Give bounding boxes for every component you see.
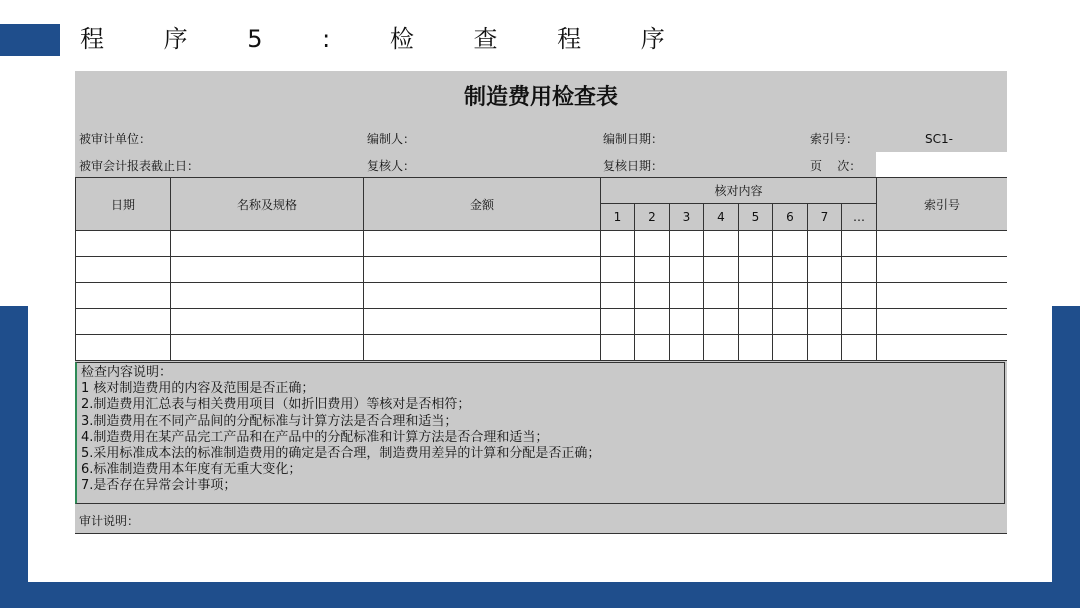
- table-row: [76, 283, 1008, 309]
- header-date: 日期: [76, 178, 171, 231]
- table-cell[interactable]: [670, 283, 704, 309]
- header-check-content: 核对内容: [601, 178, 877, 204]
- table-cell[interactable]: [773, 309, 808, 335]
- check-notes: [75, 362, 1005, 504]
- notes-item: 2.制造费用汇总表与相关费用项目（如折旧费用）等核对是否相符；: [81, 397, 471, 413]
- notes-item: 7.是否存在异常会计事项；: [81, 478, 237, 494]
- table-cell[interactable]: [842, 257, 877, 283]
- table-cell[interactable]: [877, 257, 1007, 283]
- table-cell[interactable]: [842, 309, 877, 335]
- table-cell[interactable]: [739, 283, 773, 309]
- table-row: [76, 257, 1008, 283]
- table-cell[interactable]: [773, 335, 808, 361]
- table-cell[interactable]: [601, 257, 635, 283]
- table-cell[interactable]: [76, 257, 171, 283]
- table-cell[interactable]: [704, 257, 739, 283]
- table-cell[interactable]: [877, 309, 1007, 335]
- check-col-more: …: [842, 204, 877, 231]
- notes-item: 1 核对制造费用的内容及范围是否正确；: [81, 381, 315, 397]
- audited-unit-label: 被审计单位：: [79, 132, 152, 146]
- header-index: 索引号: [877, 178, 1007, 231]
- table-cell[interactable]: [171, 231, 364, 257]
- header-amount: 金额: [364, 178, 601, 231]
- check-col-2: 2: [635, 204, 670, 231]
- table-cell[interactable]: [704, 309, 739, 335]
- table-cell[interactable]: [877, 335, 1007, 361]
- table-cell[interactable]: [739, 335, 773, 361]
- review-date-label: 复核日期：: [603, 159, 664, 173]
- preparer-label: 编制人：: [367, 132, 416, 146]
- table-row: [76, 231, 1008, 257]
- table-cell[interactable]: [171, 283, 364, 309]
- check-col-1: 1: [601, 204, 635, 231]
- slide-title: 程 序 5 : 检 查 程 序: [80, 25, 691, 53]
- table-cell[interactable]: [739, 257, 773, 283]
- period-end-label: 被审会计报表截止日：: [79, 159, 200, 173]
- check-col-3: 3: [670, 204, 704, 231]
- left-accent-bar: [0, 24, 60, 56]
- check-col-6: 6: [773, 204, 808, 231]
- audit-note-label: 审计说明：: [79, 514, 140, 528]
- table-cell[interactable]: [808, 231, 842, 257]
- check-col-4: 4: [704, 204, 739, 231]
- notes-heading: 检查内容说明：: [81, 365, 173, 380]
- table-cell[interactable]: [808, 283, 842, 309]
- check-col-5: 5: [739, 204, 773, 231]
- table-cell[interactable]: [877, 283, 1007, 309]
- table-cell[interactable]: [670, 309, 704, 335]
- table-cell[interactable]: [171, 335, 364, 361]
- table-cell[interactable]: [364, 283, 601, 309]
- table-cell[interactable]: [171, 309, 364, 335]
- table-cell[interactable]: [635, 257, 670, 283]
- table-cell[interactable]: [76, 283, 171, 309]
- table-cell[interactable]: [842, 231, 877, 257]
- table-cell[interactable]: [635, 309, 670, 335]
- table-cell[interactable]: [808, 257, 842, 283]
- table-cell[interactable]: [808, 335, 842, 361]
- page-number-cell: [876, 152, 1007, 177]
- table-cell[interactable]: [635, 335, 670, 361]
- table-cell[interactable]: [739, 231, 773, 257]
- notes-item: 5.采用标准成本法的标准制造费用的确定是否合理，制造费用差异的计算和分配是否正确；: [81, 446, 601, 462]
- table-cell[interactable]: [364, 335, 601, 361]
- table-cell[interactable]: [601, 283, 635, 309]
- prepare-date-label: 编制日期：: [603, 132, 664, 146]
- table-cell[interactable]: [76, 231, 171, 257]
- table-cell[interactable]: [635, 283, 670, 309]
- table-cell[interactable]: [171, 257, 364, 283]
- page-label: 页 次：: [810, 159, 862, 173]
- table-cell[interactable]: [670, 257, 704, 283]
- check-col-7: 7: [808, 204, 842, 231]
- table-cell[interactable]: [704, 335, 739, 361]
- table-cell[interactable]: [877, 231, 1007, 257]
- table-row: [76, 335, 1008, 361]
- table-row: [76, 309, 1008, 335]
- table-cell[interactable]: [364, 309, 601, 335]
- table-cell[interactable]: [601, 231, 635, 257]
- table-cell[interactable]: [601, 335, 635, 361]
- reviewer-label: 复核人：: [367, 159, 416, 173]
- table-cell[interactable]: [704, 231, 739, 257]
- table-cell[interactable]: [739, 309, 773, 335]
- header-name-spec: 名称及规格: [171, 178, 364, 231]
- table-cell[interactable]: [601, 309, 635, 335]
- table-cell[interactable]: [704, 283, 739, 309]
- table-cell[interactable]: [364, 231, 601, 257]
- expense-table: [75, 177, 1007, 361]
- table-cell[interactable]: [76, 335, 171, 361]
- table-cell[interactable]: [364, 257, 601, 283]
- table-cell[interactable]: [773, 283, 808, 309]
- index-no-label: 索引号：: [810, 132, 859, 146]
- table-cell[interactable]: [773, 257, 808, 283]
- table-cell[interactable]: [670, 231, 704, 257]
- audit-note-field[interactable]: [75, 533, 1007, 574]
- table-cell[interactable]: [808, 309, 842, 335]
- table-cell[interactable]: [635, 231, 670, 257]
- index-no-value: SC1-: [925, 132, 953, 146]
- form-title: 制造费用检查表: [463, 85, 618, 110]
- table-cell[interactable]: [76, 309, 171, 335]
- table-cell[interactable]: [842, 283, 877, 309]
- notes-item: 6.标准制造费用本年度有无重大变化；: [81, 462, 302, 478]
- notes-item: 3.制造费用在不同产品间的分配标准与计算方法是否合理和适当；: [81, 413, 458, 429]
- expense-check-sheet: [75, 71, 1007, 574]
- notes-item: 4.制造费用在某产品完工产品和在产品中的分配标准和计算方法是否合理和适当；: [81, 429, 549, 445]
- table-cell[interactable]: [773, 231, 808, 257]
- table-cell[interactable]: [670, 335, 704, 361]
- table-cell[interactable]: [842, 335, 877, 361]
